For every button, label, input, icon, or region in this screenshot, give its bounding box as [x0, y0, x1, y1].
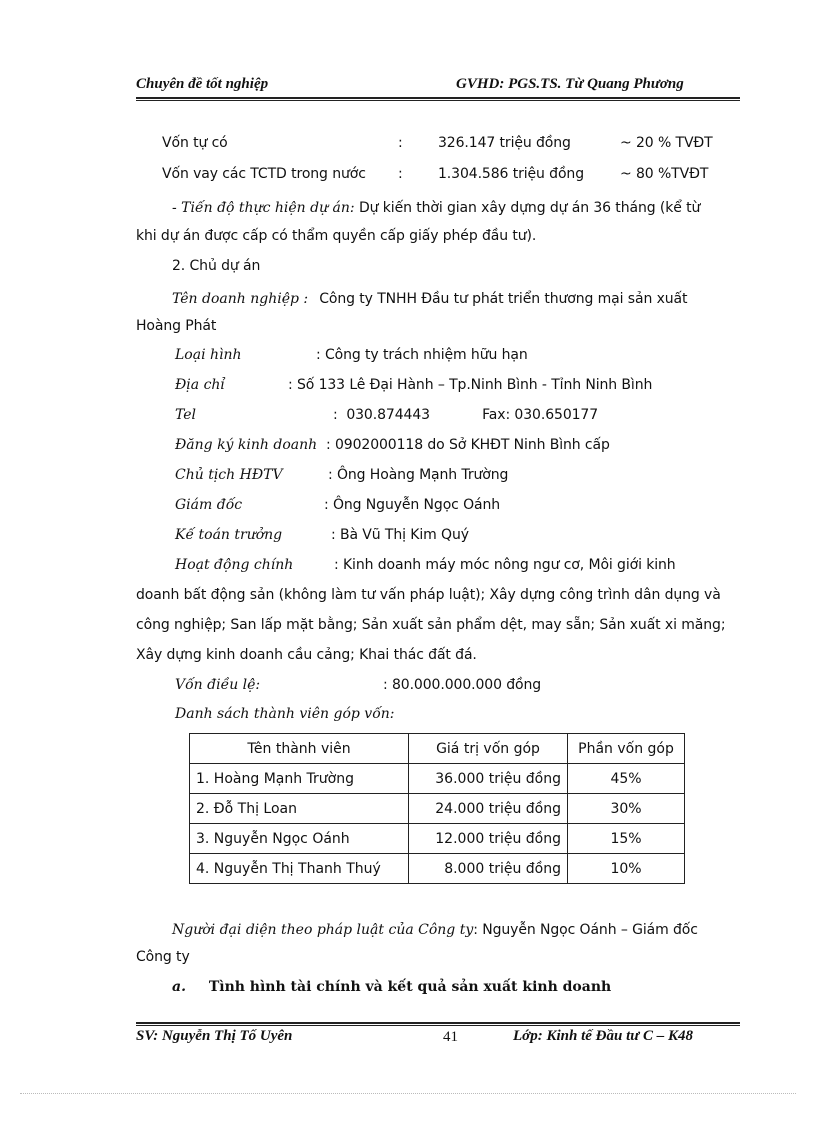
director-value: : Ông Nguyễn Ngọc Oánh: [324, 497, 501, 513]
activities-line3: công nghiệp; San lấp mặt bằng; Sản xuất sản phẩm dệt, may sẵn; Sản xuất xi măng;: [136, 617, 726, 633]
header-rule-thin: [136, 100, 740, 101]
tel-label: Tel: [175, 407, 197, 423]
activities-line1: : Kinh doanh máy móc nông ngư cơ, Môi giới kinh: [334, 557, 676, 573]
page-number: 41: [443, 1029, 458, 1045]
activities-line2: doanh bất động sản (không làm tư vấn pháp luật); Xây dựng công trình dân dụng và: [136, 587, 721, 603]
members-table: [189, 733, 685, 884]
header-rule: [136, 97, 740, 99]
company-name-line: [172, 288, 687, 307]
accountant-value: : Bà Vũ Thị Kim Quý: [331, 527, 469, 543]
type-value: : Công ty trách nhiệm hữu hạn: [316, 347, 528, 363]
type-label: Loại hình: [175, 347, 242, 363]
director-label: Giám đốc: [175, 497, 243, 513]
capital-loan-label: Vốn vay các TCTD trong nước: [162, 166, 366, 182]
member-share: 10%: [568, 854, 685, 884]
table-header-share: Phần vốn góp: [568, 734, 685, 764]
capital-own-label: Vốn tự có: [162, 135, 228, 151]
table-header-row: [190, 734, 685, 764]
page-edge-dotted-line: [20, 1093, 796, 1094]
table-row: [190, 854, 685, 884]
representative-line: [172, 919, 698, 938]
capital-own-amount: 326.147 triệu đồng: [438, 135, 571, 151]
charter-value: : 80.000.000.000 đồng: [383, 677, 542, 693]
registration-label: Đăng ký kinh doanh: [175, 437, 318, 453]
header-right: GVHD: PGS.TS. Từ Quang Phương: [456, 76, 684, 92]
member-name: 3. Nguyễn Ngọc Oánh: [190, 824, 409, 854]
member-value: 24.000 triệu đồng: [409, 794, 568, 824]
representative-label: Người đại diện theo pháp luật của Công ty: [172, 922, 474, 938]
capital-own-share: ~ 20 % TVĐT: [620, 135, 713, 151]
charter-label: Vốn điều lệ:: [175, 677, 261, 693]
table-header-name: Tên thành viên: [190, 734, 409, 764]
member-share: 30%: [568, 794, 685, 824]
table-row: [190, 794, 685, 824]
capital-loan-share: ~ 80 %TVĐT: [620, 166, 709, 182]
footer-left: SV: Nguyễn Thị Tố Uyên: [136, 1028, 293, 1044]
capital-loan-colon: :: [398, 166, 403, 182]
subsection-heading: [172, 979, 611, 995]
table-row: [190, 824, 685, 854]
chairman-label: Chủ tịch HĐTV: [175, 467, 283, 483]
member-name: 1. Hoàng Mạnh Trường: [190, 764, 409, 794]
footer-right: Lớp: Kinh tế Đầu tư C – K48: [513, 1028, 693, 1044]
representative-value-cont: Công ty: [136, 949, 190, 965]
company-value: Công ty TNHH Đầu tư phát triển thương mại sản xuất: [319, 291, 688, 307]
registration-value: : 0902000118 do Sở KHĐT Ninh Bình cấp: [326, 437, 610, 453]
activities-label: Hoạt động chính: [175, 557, 294, 573]
members-title: Danh sách thành viên góp vốn:: [175, 706, 395, 722]
footer-rule-thin: [136, 1025, 740, 1026]
address-value: : Số 133 Lê Đại Hành – Tp.Ninh Bình - Tỉnh Ninh Bình: [288, 377, 653, 393]
accountant-label: Kế toán trưởng: [175, 527, 283, 543]
header-left: Chuyên đề tốt nghiệp: [136, 76, 269, 92]
representative-value: : Nguyễn Ngọc Oánh – Giám đốc: [473, 922, 698, 938]
table-header-value: Giá trị vốn góp: [409, 734, 568, 764]
progress-paragraph: [172, 197, 700, 216]
activities-line4: Xây dựng kinh doanh cầu cảng; Khai thác đất đá.: [136, 647, 477, 663]
member-name: 2. Đỗ Thị Loan: [190, 794, 409, 824]
member-value: 8.000 triệu đồng: [409, 854, 568, 884]
member-share: 45%: [568, 764, 685, 794]
company-value-cont: Hoàng Phát: [136, 318, 217, 334]
subsection-letter: a.: [172, 979, 186, 995]
table-row: [190, 764, 685, 794]
tel-value: : 030.874443 Fax: 030.650177: [333, 407, 599, 423]
capital-loan-amount: 1.304.586 triệu đồng: [438, 166, 584, 182]
address-label: Địa chỉ: [175, 377, 225, 393]
subsection-title: Tình hình tài chính và kết quả sản xuất kinh doanh: [208, 979, 612, 995]
chairman-value: : Ông Hoàng Mạnh Trường: [328, 467, 509, 483]
company-label: Tên doanh nghiệp :: [172, 291, 309, 307]
member-share: 15%: [568, 824, 685, 854]
progress-text-cont: khi dự án được cấp có thẩm quyền cấp giấy phép đầu tư).: [136, 228, 537, 244]
member-value: 12.000 triệu đồng: [409, 824, 568, 854]
progress-text: Dự kiến thời gian xây dựng dự án 36 tháng (kể từ: [354, 200, 701, 216]
progress-label: - Tiến độ thực hiện dự án:: [172, 200, 355, 216]
member-name: 4. Nguyễn Thị Thanh Thuý: [190, 854, 409, 884]
member-value: 36.000 triệu đồng: [409, 764, 568, 794]
capital-own-colon: :: [398, 135, 403, 151]
footer-rule: [136, 1022, 740, 1024]
section-title: 2. Chủ dự án: [172, 258, 261, 274]
